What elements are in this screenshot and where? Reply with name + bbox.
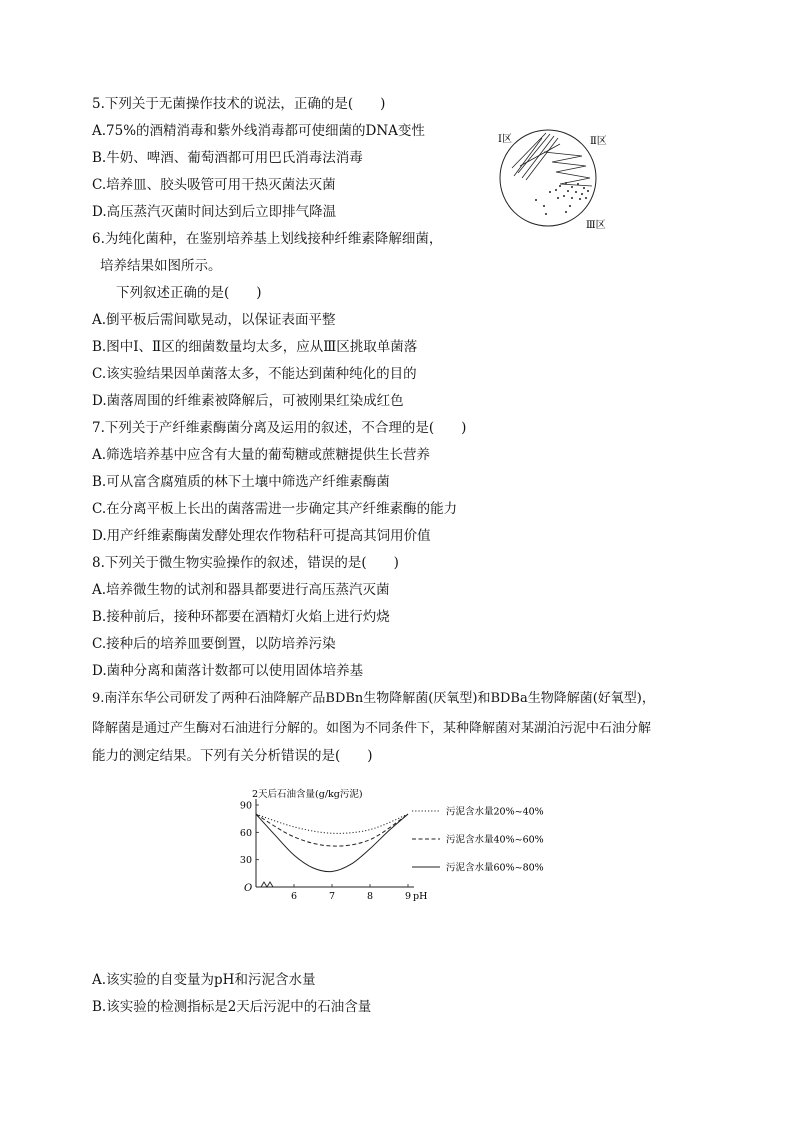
chart-legend: [412, 806, 544, 874]
y-tick-label: 60: [239, 827, 252, 839]
x-axis-label: pH: [413, 891, 428, 902]
chart-series-group: [256, 814, 408, 872]
q8-stem: 8.下列关于微生物实验操作的叙述，错误的是( ): [92, 555, 399, 571]
q8-option-d: D.菌种分离和菌落计数都可以使用固体培养基: [92, 663, 364, 679]
x-tick-label: 9: [404, 891, 412, 902]
origin-label: O: [244, 883, 253, 894]
x-tick-label: 8: [366, 891, 374, 902]
q5-option-a: A.75%的酒精消毒和紫外线消毒都可使细菌的DNA变性: [92, 123, 425, 139]
legend-label-2: 污泥含水量40%~60%: [446, 834, 544, 846]
y-tick-label: 30: [239, 855, 252, 867]
zone3-label: Ⅲ区: [586, 220, 606, 231]
q7-option-c: C.在分离平板上长出的菌落需进一步确定其产纤维素酶的能力: [92, 501, 458, 517]
q7-option-a: A.筛选培养基中应含有大量的葡萄糖或蔗糖提供生长营养: [92, 447, 431, 463]
streak-plate-figure: [498, 128, 622, 236]
zone2-label: Ⅱ区: [590, 136, 607, 147]
q9-stem-line2: 降解菌是通过产生酶对石油进行分解的。如图为不同条件下，某种降解菌对某湖泊污泥中石油分解: [92, 721, 652, 736]
streak-lines: [512, 133, 592, 186]
q6-stem-line3: 下列叙述正确的是( ): [116, 285, 262, 301]
q7-stem: 7.下列关于产纤维素酶菌分离及运用的叙述，不合理的是( ): [92, 420, 467, 436]
legend-label-3: 污泥含水量60%~80%: [446, 862, 544, 874]
series-line-2: [256, 814, 408, 846]
q6-option-b: B.图中Ⅰ、Ⅱ区的细菌数量均太多，应从Ⅲ区挑取单菌落: [92, 339, 418, 355]
chart-axes: [240, 799, 427, 902]
q6-option-a: A.倒平板后需间歇晃动，以保证表面平整: [92, 312, 336, 328]
chart-ylabel: 2天后石油含量(g/kg污泥): [252, 789, 363, 800]
x-tick-label: 6: [290, 891, 298, 902]
zone1-label: Ⅰ区: [498, 134, 512, 145]
q6-stem-line2: 培养结果如图所示。: [100, 258, 222, 274]
q9-stem-line3: 能力的测定结果。下列有关分析错误的是( ): [92, 748, 373, 764]
q7-option-d: D.用产纤维素酶菌发酵处理农作物秸秆可提高其饲用价值: [92, 528, 431, 544]
q5-stem: 5.下列关于无菌操作技术的说法，正确的是( ): [92, 96, 386, 112]
q9-stem-line1: 9.南洋东华公司研发了两种石油降解产品BDBn生物降解菌(厌氧型)和BDBa生物降解菌(好氧型)，: [92, 691, 655, 706]
y-tick-label: 90: [239, 800, 252, 812]
q8-option-c: C.接种后的培养皿要倒置，以防培养污染: [92, 636, 336, 652]
q6-stem-line1: 6.为纯化菌种，在鉴别培养基上划线接种纤维素降解细菌，: [92, 231, 443, 247]
series-line-3: [256, 814, 408, 872]
oil-content-chart: [226, 783, 576, 903]
legend-label-1: 污泥含水量20%~40%: [446, 806, 544, 818]
q5-option-d: D.高压蒸汽灭菌时间达到后立即排气降温: [92, 204, 337, 220]
q9-option-b: B.该实验的检测指标是2天后污泥中的石油含量: [92, 999, 372, 1015]
axis-break-mark: [261, 882, 273, 887]
q6-option-c: C.该实验结果因单菌落太多，不能达到菌种纯化的目的: [92, 366, 417, 382]
q7-option-b: B.可从富含腐殖质的林下土壤中筛选产纤维素酶菌: [92, 474, 390, 490]
q5-option-b: B.牛奶、啤酒、葡萄酒都可用巴氏消毒法消毒: [92, 150, 363, 166]
q6-option-d: D.菌落周围的纤维素被降解后，可被刚果红染成红色: [92, 393, 404, 409]
q8-option-a: A.培养微生物的试剂和器具都要进行高压蒸汽灭菌: [92, 582, 390, 598]
q8-option-b: B.接种前后，接种环都要在酒精灯火焰上进行灼烧: [92, 609, 390, 625]
q9-option-a: A.该实验的自变量为pH和污泥含水量: [92, 972, 316, 988]
colonies: [535, 182, 589, 215]
q5-option-c: C.培养皿、胶头吸管可用干热灭菌法灭菌: [92, 177, 336, 193]
x-tick-label: 7: [328, 891, 336, 902]
